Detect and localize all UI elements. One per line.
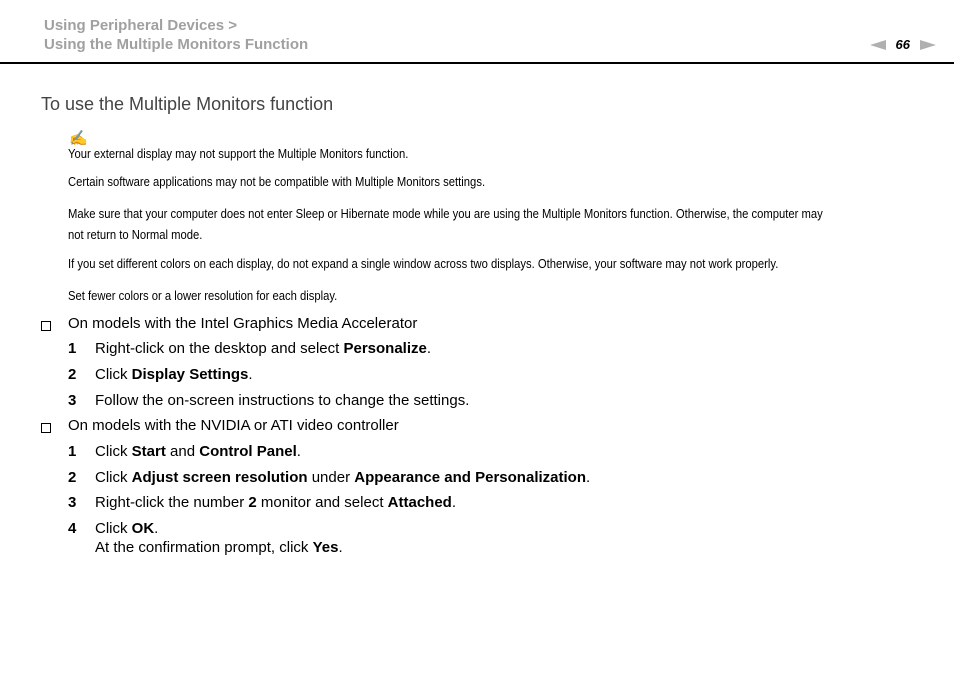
step-number: 1 [68,443,77,460]
step-number: 3 [68,494,77,511]
breadcrumb-parent[interactable]: Using Peripheral Devices > [44,17,238,34]
nvidia-step-2: Click Adjust screen resolution under Appearance and Personalization. [95,469,591,486]
previous-page-arrow-icon[interactable] [870,40,886,50]
step-number: 1 [68,340,77,357]
nvidia-step-3: Right-click the number 2 monitor and select Attached. [95,494,457,511]
page-navigation [870,37,936,52]
intel-step-1: Right-click on the desktop and select Personalize. [95,340,432,357]
note-3: Make sure that your computer does not enter Sleep or Hibernate mode while you are using the Multiple Monitors function. Otherwise, the computer may not return to Normal mode. [68,207,823,242]
intel-step-3: Follow the on-screen instructions to change the settings. [95,392,470,409]
step-number: 3 [68,392,77,409]
nvidia-step-4-detail: At the confirmation prompt, click Yes. [95,539,343,556]
nvidia-heading: On models with the NVIDIA or ATI video controller [68,417,399,434]
note-5: Set fewer colors or a lower resolution for each display. [68,289,338,303]
intel-heading: On models with the Intel Graphics Media Accelerator [68,315,418,332]
nvidia-step-1: Click Start and Control Panel. [95,443,301,460]
note-2: Certain software applications may not be compatible with Multiple Monitors settings. [68,175,486,189]
next-page-arrow-icon[interactable] [920,40,936,50]
page-header [0,0,954,64]
header-divider [0,62,954,64]
intel-step-2: Click Display Settings. [95,366,253,383]
page-number: 66 [895,37,910,52]
checkbox-bullet-icon [41,319,51,334]
step-number: 4 [68,520,77,537]
note-4: If you set different colors on each display, do not expand a single window across two displays. Otherwise, your software may not work properly. [68,257,779,271]
step-number: 2 [68,469,77,486]
note-pencil-icon: ✍ [69,130,88,147]
note-1: Your external display may not support the Multiple Monitors function. [68,147,409,161]
step-number: 2 [68,366,77,383]
checkbox-bullet-icon [41,421,51,436]
section-title: To use the Multiple Monitors function [41,94,334,114]
breadcrumb-current[interactable]: Using the Multiple Monitors Function [44,36,309,53]
nvidia-step-4: Click OK. [95,520,159,537]
